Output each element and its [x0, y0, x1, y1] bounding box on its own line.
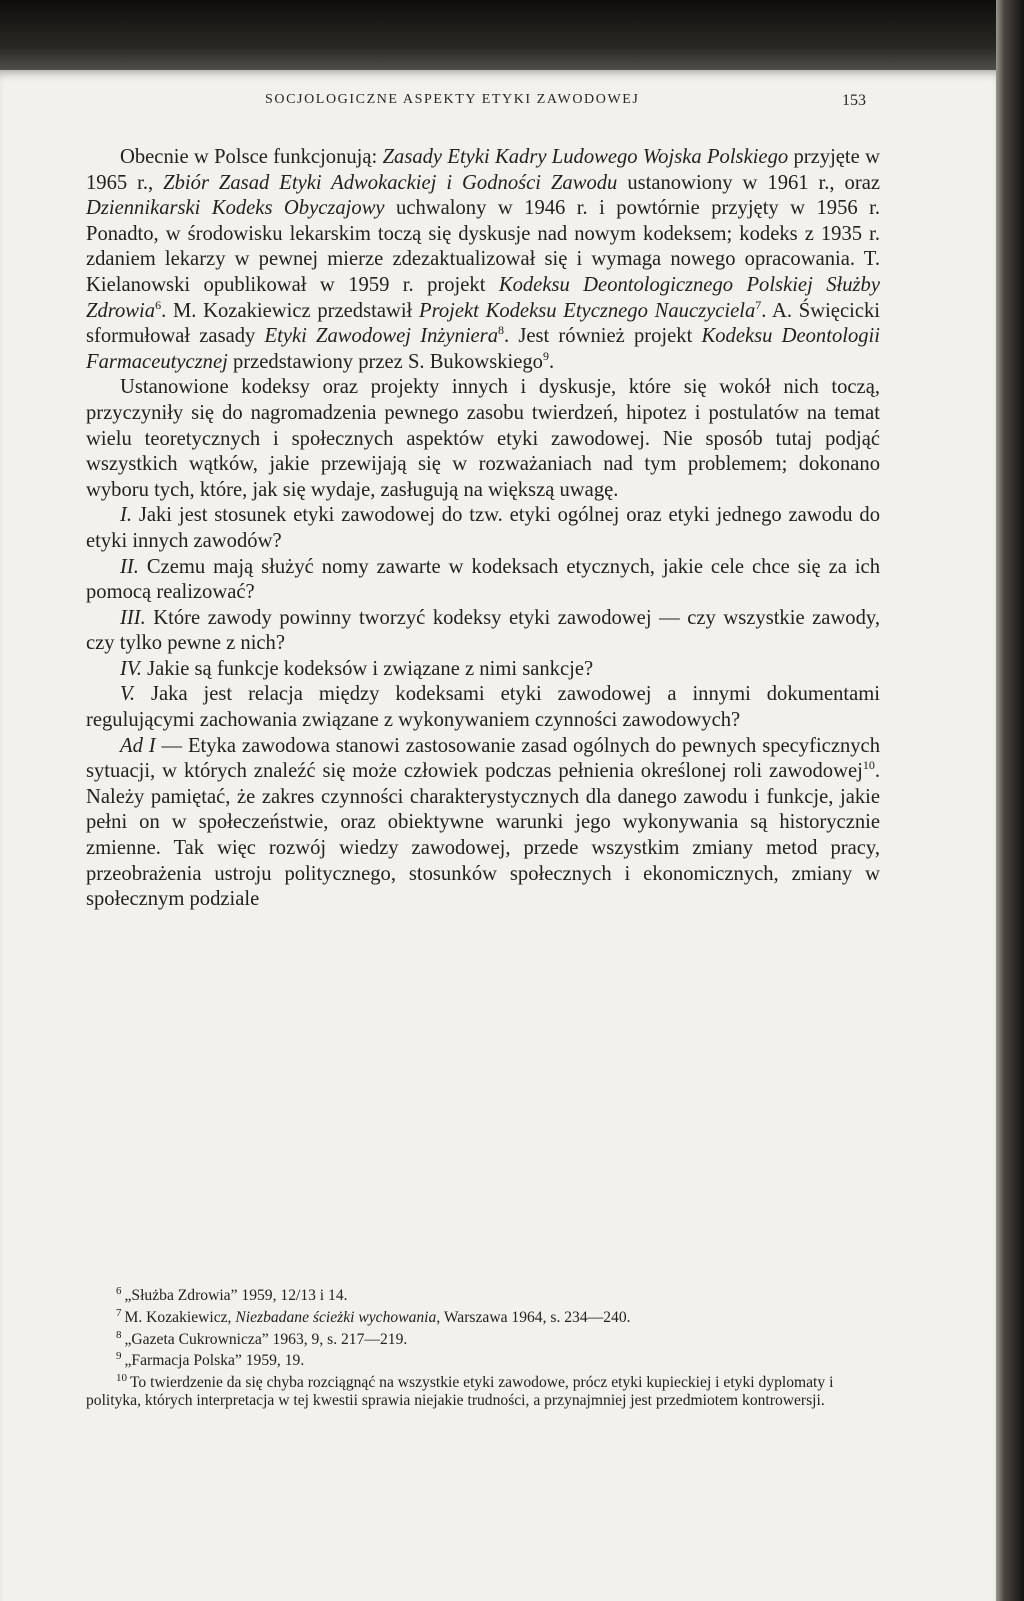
text-run: . Jest również projekt [504, 325, 702, 348]
italic-text: Zasady Etyki Kadry Ludowego Wojska Polskiego [382, 146, 789, 168]
footnote-ref: 8 [498, 323, 504, 338]
italic-text: Kodeksu Deontologicznego Polskiej Służby Zdrowia [86, 273, 880, 322]
footnote [86, 1283, 880, 1305]
text-run: uchwalony w 1946 r. i powtórnie przyjęty w 1956 r. Ponadto, w środowisku lekarskim toczą się dyskusje nad nowym kodeksem; kodeks z 1935 r. zdaniem lekarzy w pewnej mierze zdezaktualizował się i wymaga nowego opracowania. T. Kielanowski opublikował w 1959 r. projekt [86, 197, 880, 296]
page-number: 153 [842, 92, 866, 109]
footnote-mark: 7 [116, 1306, 122, 1319]
text-run: Jaka jest relacja między kodeksami etyki zawodowej a innymi dokumentami regulującymi zachowania związane z wykonywaniem czynności zawodowych? [86, 683, 880, 732]
text-run: „Gazeta Cukrownicza” 1963, 9, s. 217—219. [124, 1330, 408, 1348]
paragraph [86, 375, 880, 503]
text-run: M. Kozakiewicz, [124, 1308, 236, 1326]
italic-text: III. [120, 606, 146, 629]
page-header [0, 92, 996, 116]
paragraph [86, 606, 880, 657]
text-run: . A. Święcicki sformułował zasady [86, 299, 880, 348]
footnote-mark: 9 [116, 1350, 122, 1363]
footnote-ref: 10 [862, 758, 875, 773]
text-run: . [548, 350, 555, 373]
italic-text: Ad I [120, 734, 156, 757]
footnote-ref: 6 [155, 297, 162, 312]
book-spine-edge [996, 0, 1024, 1601]
paragraph [86, 555, 880, 606]
paragraph [86, 657, 880, 683]
body-text [86, 145, 880, 913]
text-run: — Etyka zawodowa stanowi zastosowanie zasad ogólnych do pewnych specyficznych sytuacji, w których znaleźć się może człowiek podczas pełnienia określonej roli zawodowej [86, 734, 880, 783]
text-run: przyjęte w 1965 r., [86, 146, 880, 194]
footnote-mark: 8 [116, 1328, 122, 1341]
italic-text: Kodeksu Deontologii Farmaceutycznej [86, 325, 881, 373]
footnote-ref: 9 [542, 348, 549, 363]
text-run: ustanowiony w 1961 r., oraz [617, 171, 880, 194]
footnote [86, 1370, 880, 1409]
text-run: „Służba Zdrowia” 1959, 12/13 i 14. [124, 1287, 348, 1305]
italic-text: II. [120, 555, 139, 578]
italic-text: Niezbadane ścieżki wychowania [235, 1308, 437, 1326]
text-run: Które zawody powinny tworzyć kodeksy etyki zawodowej — czy wszystkie zawody, czy tylko pewne z nich? [86, 606, 880, 655]
footnote-mark: 10 [116, 1372, 127, 1385]
text-run: . Należy pamiętać, że zakres czynności charakterystycznych dla danego zawodu i funkcje, jakie pełni on w społeczeństwie, oraz obiektywne warunki jego wykonywania są historycznie zmienne. Tak więc rozwój wiedzy zawodowej, przede wszystkim zmiany metod pracy, przeobrażenia ustroju politycznego, stosunków społecznych i ekonomicznych, zmiany w społecznym podziale [86, 760, 880, 911]
text-run: „Farmacja Polska” 1959, 19. [124, 1352, 305, 1370]
text-run: , Warszawa 1964, s. 234—240. [436, 1308, 631, 1326]
italic-text: Etyki Zawodowej Inżyniera [264, 325, 498, 348]
paragraph [86, 734, 880, 913]
italic-text: Dziennikarski Kodeks Obyczajowy [86, 197, 385, 220]
italic-text: IV. [120, 657, 142, 680]
italic-text: Projekt Kodeksu Etycznego Nauczyciela [419, 299, 756, 322]
text-run: Czemu mają służyć nomy zawarte w kodeksach etycznych, jakie cele chce się za ich pomocą realizować? [86, 555, 880, 604]
running-head: SOCJOLOGICZNE ASPEKTY ETYKI ZAWODOWEJ [265, 92, 640, 107]
paragraph [86, 145, 880, 375]
text-run: . M. Kozakiewicz przedstawił [161, 299, 420, 322]
footnote [86, 1327, 880, 1349]
footnote-mark: 6 [116, 1285, 122, 1297]
footnote [86, 1305, 880, 1327]
paragraph [86, 682, 880, 733]
text-run: Jaki jest stosunek etyki zawodowej do tzw. etyki ogólnej oraz etyki jednego zawodu do etyki innych zawodów? [86, 504, 880, 552]
paragraph [86, 503, 880, 554]
text-run: przedstawiony przez S. Bukowskiego [227, 350, 543, 373]
italic-text: I. [120, 504, 133, 527]
footnote [86, 1348, 880, 1370]
italic-text: V. [120, 683, 136, 706]
footnote-ref: 7 [755, 297, 762, 312]
text-run: To twierdzenie da się chyba rozciągnąć na wszystkie etyki zawodowe, prócz etyki kupieckiej i etyki dyplomaty i polityka, których interpretacja w tej kwestii sprawia niejakie trudności, a przynajmniej jest przedmiotem kontrowersji. [86, 1374, 834, 1409]
text-run: Jakie są funkcje kodeksów i związane z nimi sankcje? [141, 657, 594, 680]
text-run: Obecnie w Polsce funkcjonują: [120, 146, 383, 168]
text-run: Ustanowione kodeksy oraz projekty innych i dyskusje, które się wokół nich toczą, przyczyniły się do nagromadzenia pewnego zasobu twierdzeń, hipotez i postulatów na temat wielu teoretycznych i społecznych aspektów etyki zawodowej. Nie sposób tutaj podjąć wszystkich wątków, jakie przewijają się w rozważaniach nad tym problemem; dokonano wyboru tych, które, jak się wydaje, zasługują na większą uwagę. [86, 376, 880, 501]
footnotes [86, 1283, 880, 1410]
italic-text: Zbiór Zasad Etyki Adwokackiej i Godności Zawodu [163, 171, 618, 194]
